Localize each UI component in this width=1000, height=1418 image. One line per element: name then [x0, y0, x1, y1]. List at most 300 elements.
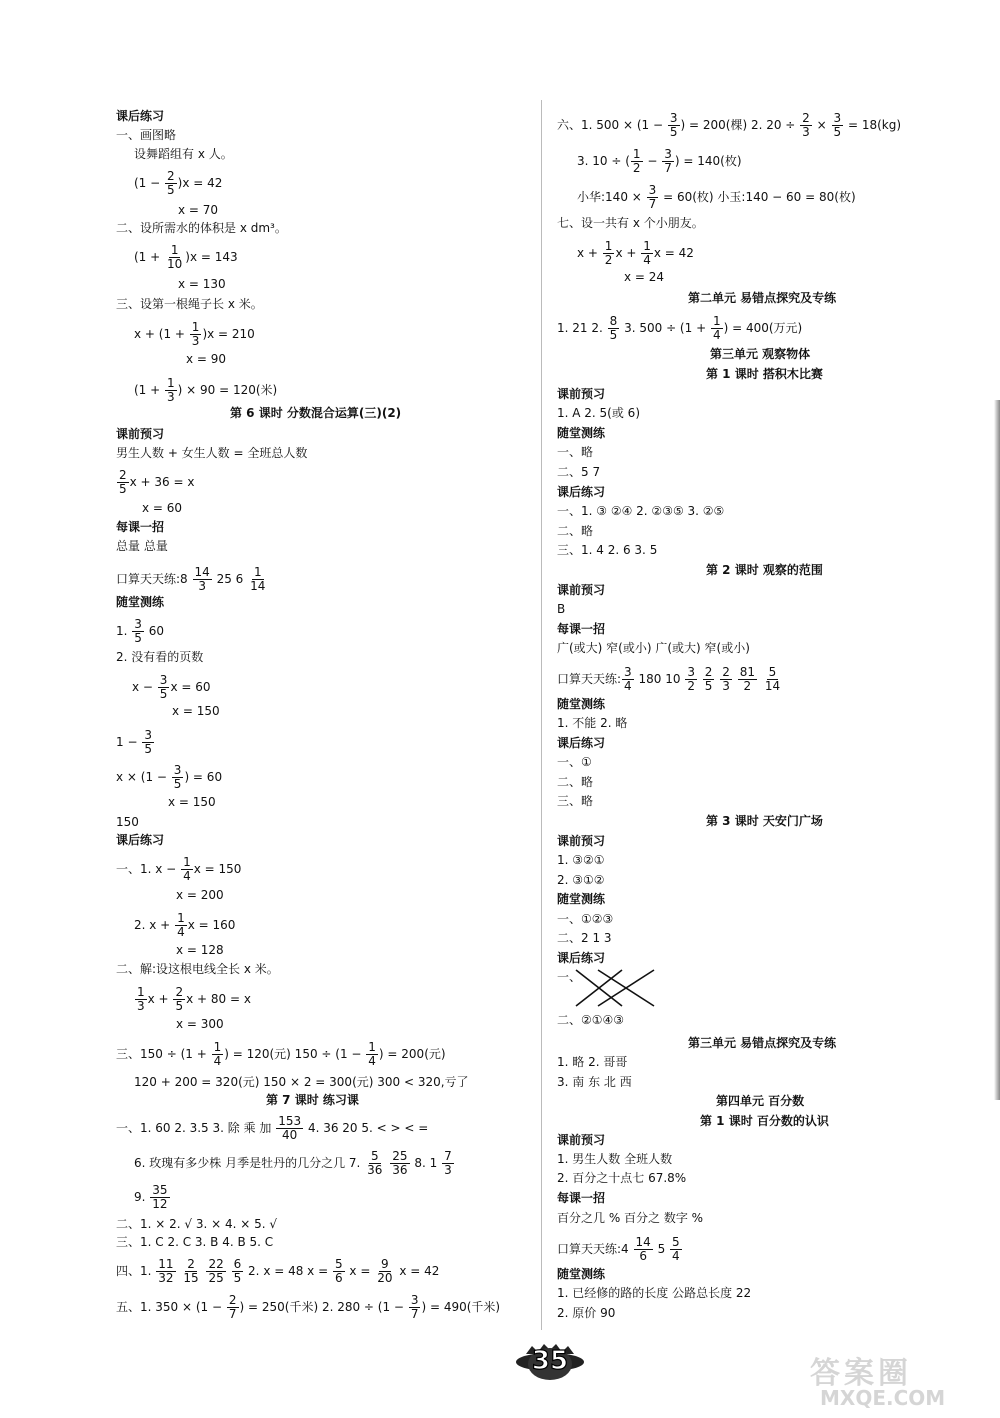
fraction-numerator: 81	[739, 665, 755, 679]
answer-line: 1. 男生人数 全班人数	[557, 1152, 673, 1166]
equation-text: ) = 60	[184, 770, 223, 784]
fraction	[634, 1236, 653, 1263]
fraction-numerator: 8	[609, 314, 618, 328]
section-heading: 课前预习	[557, 387, 606, 401]
answer-line: x = 60	[142, 501, 183, 515]
fraction-denominator: 5	[704, 679, 713, 693]
equation	[577, 240, 694, 267]
fraction-denominator: 10	[167, 257, 183, 271]
fraction	[156, 1258, 175, 1285]
equation-text: 180 10	[634, 672, 685, 686]
fraction-numerator: 3	[134, 617, 142, 631]
answer-line: 二、②①④③	[557, 1013, 625, 1027]
equation	[116, 1115, 428, 1142]
fraction-numerator: 3	[144, 728, 152, 742]
fraction-numerator: 1	[643, 239, 651, 253]
fraction-denominator: 7	[410, 1307, 419, 1321]
section-heading: 随堂测练	[557, 1267, 606, 1281]
fraction	[685, 666, 697, 693]
fraction-denominator: 5	[175, 999, 184, 1013]
equation-text: 口算天天练:4	[557, 1242, 633, 1256]
fraction	[333, 1258, 345, 1285]
equation-text: ) = 140(枚)	[674, 154, 742, 168]
fraction-numerator: 3	[648, 183, 657, 197]
fraction-denominator: 15	[183, 1271, 199, 1285]
equation-text: 口算天天练:	[557, 672, 622, 686]
answer-line: 一、	[557, 970, 582, 984]
fraction-numerator: 1	[170, 243, 179, 257]
fraction-denominator: 5	[833, 125, 842, 139]
fraction-denominator: 4	[672, 1249, 680, 1263]
equation-text	[227, 1264, 231, 1278]
section-heading: 随堂测练	[116, 595, 165, 609]
equation-text: (1 −	[134, 176, 164, 190]
equation	[134, 986, 251, 1013]
fraction-numerator: 1	[191, 320, 200, 334]
equation-text: x +	[577, 246, 602, 260]
section-heading: 随堂测练	[557, 697, 606, 711]
fraction	[365, 1150, 384, 1177]
equation-text	[733, 672, 737, 686]
equation-text: ) = 250(千米) 2. 280 ÷ (1 −	[239, 1300, 408, 1314]
equation	[116, 469, 194, 496]
fraction	[763, 666, 782, 693]
fraction	[647, 184, 659, 211]
section-heading: 每课一招	[557, 1191, 606, 1205]
fraction-denominator: 40	[282, 1128, 298, 1142]
equation-text	[202, 1264, 206, 1278]
fraction	[603, 240, 615, 267]
answer-line: 二、设所需水的体积是 x dm³。	[116, 221, 287, 235]
answer-line: 1. 已经修的路的长度 公路总长度 22	[557, 1286, 752, 1300]
fraction-denominator: 3	[167, 390, 175, 404]
answer-line: x = 128	[176, 943, 224, 957]
fraction-numerator: 1	[712, 314, 721, 328]
answer-line: 一、略	[557, 445, 594, 459]
fraction-denominator: 25	[208, 1271, 224, 1285]
fraction	[622, 666, 634, 693]
equation-text: 1 −	[116, 735, 142, 749]
section-heading: 课后练习	[557, 736, 606, 750]
answer-line: 二、1. × 2. √ 3. × 4. × 5. √	[116, 1217, 278, 1231]
fraction-numerator: 3	[410, 1293, 419, 1307]
answer-line: x = 150	[168, 795, 216, 809]
column-divider	[541, 100, 542, 1330]
lesson-title: 第 6 课时 分数混合运算(三)(2)	[230, 406, 402, 420]
equation-text: 口算天天练:8	[116, 572, 192, 586]
fraction	[142, 729, 154, 756]
equation	[134, 1184, 171, 1211]
equation-text: 25 6	[212, 572, 248, 586]
section-heading: 课后练习	[557, 485, 606, 499]
equation-text: (1 +	[134, 250, 164, 264]
equation	[557, 666, 783, 693]
fraction	[190, 321, 202, 348]
equation-text: )x = 210	[202, 327, 255, 341]
unit-title: 第三单元 易错点探究及专练	[688, 1036, 837, 1050]
answer-line: 一、①	[557, 755, 592, 769]
equation-text	[758, 672, 762, 686]
fraction-denominator: 4	[183, 869, 191, 883]
section-heading: 随堂测练	[557, 892, 606, 906]
answer-line: 三、1. 4 2. 6 3. 5	[557, 543, 658, 557]
fraction-numerator: 35	[152, 1183, 168, 1197]
fraction-numerator: 5	[370, 1149, 379, 1163]
fraction	[232, 1258, 244, 1285]
equation-text: x = 160	[187, 918, 236, 932]
equation-text: ) = 200(棵) 2. 20 ÷	[680, 118, 800, 132]
fraction-numerator: 1	[167, 376, 175, 390]
fraction	[631, 148, 643, 175]
fraction-denominator: 6	[334, 1271, 343, 1285]
fraction-denominator: 14	[764, 679, 781, 693]
equation-text: 60	[144, 624, 164, 638]
fraction-denominator: 36	[367, 1163, 383, 1177]
equation-text: 三、150 ÷ (1 +	[116, 1047, 211, 1061]
fraction-denominator: 2	[743, 679, 752, 693]
equation	[132, 674, 211, 701]
fraction-numerator: 6	[233, 1257, 242, 1271]
answer-line: 广(或大) 窄(或小) 广(或大) 窄(或小)	[557, 641, 750, 655]
equation	[134, 321, 255, 348]
equation	[134, 912, 235, 939]
equation	[577, 148, 742, 175]
fraction-numerator: 3	[624, 665, 632, 679]
equation-text: 一、1. x −	[116, 862, 181, 876]
answer-line: 120 + 200 = 320(元) 150 × 2 = 300(元) 300 < 320,亏了	[134, 1075, 469, 1089]
fraction-denominator: 5	[669, 125, 678, 139]
equation-text	[715, 672, 719, 686]
section-heading: 课前预习	[557, 834, 606, 848]
fraction-numerator: 11	[158, 1257, 174, 1271]
answer-line: 三、设第一根绳子长 x 米。	[116, 297, 263, 311]
fraction-denominator: 4	[368, 1054, 376, 1068]
fraction-numerator: 2	[704, 665, 713, 679]
equation-text: = 60(枚) 小玉:140 − 60 = 80(枚)	[659, 190, 856, 204]
fraction	[248, 566, 267, 593]
answer-line: x = 300	[176, 1017, 224, 1031]
fraction-numerator: 25	[392, 1149, 408, 1163]
matching-lines-diagram	[568, 966, 668, 1010]
equation-text	[385, 1156, 389, 1170]
fraction-numerator: 1	[137, 985, 145, 999]
lesson-title: 第 1 课时 搭积木比赛	[706, 367, 823, 381]
equation-text: 2. x = 48 x =	[244, 1264, 332, 1278]
fraction-denominator: 4	[177, 925, 185, 939]
answer-line: 男生人数 + 女生人数 = 全班总人数	[116, 446, 308, 460]
fraction-numerator: 2	[119, 468, 127, 482]
fraction-numerator: 9	[381, 1257, 389, 1271]
equation-text: −	[643, 154, 662, 168]
equation-text: ) = 200(元)	[378, 1047, 446, 1061]
fraction-denominator: 12	[152, 1197, 168, 1211]
fraction	[608, 315, 620, 342]
fraction	[711, 315, 723, 342]
equation-text: ×	[812, 118, 831, 132]
fraction-denominator: 5	[159, 687, 168, 701]
equation	[116, 618, 164, 645]
equation	[134, 377, 277, 404]
equation	[116, 1041, 446, 1068]
answer-line: 一、1. ③ ②④ 2. ②③⑤ 3. ②⑤	[557, 504, 725, 518]
fraction	[800, 112, 812, 139]
fraction-denominator: 3	[802, 125, 810, 139]
fraction-numerator: 14	[635, 1235, 651, 1249]
answer-line: 2. ③①②	[557, 873, 605, 887]
equation	[116, 729, 155, 756]
equation-text: 四、1.	[116, 1264, 156, 1278]
equation	[116, 1258, 439, 1285]
fraction-denominator: 14	[250, 579, 266, 593]
fraction-denominator: 5	[134, 631, 142, 645]
fraction-denominator: 3	[722, 679, 730, 693]
answer-line: 七、设一共有 x 个小朋友。	[557, 216, 704, 230]
section-heading: 每课一招	[557, 622, 606, 636]
answer-line: 一、①②③	[557, 912, 614, 926]
fraction	[165, 244, 184, 271]
section-heading: 课后练习	[116, 833, 165, 847]
fraction-denominator: 5	[119, 482, 127, 496]
unit-title: 第二单元 易错点探究及专练	[688, 291, 837, 305]
equation-text: x = 150	[193, 862, 242, 876]
fraction-numerator: 2	[175, 985, 184, 999]
equation-text: 8. 1	[410, 1156, 442, 1170]
fraction	[172, 764, 184, 791]
answer-line: 150	[116, 815, 139, 829]
fraction-numerator: 3	[669, 111, 678, 125]
fraction-numerator: 153	[278, 1114, 302, 1128]
equation	[116, 566, 268, 593]
fraction-numerator: 2	[722, 665, 730, 679]
fraction	[181, 856, 193, 883]
answer-line: x = 150	[172, 704, 220, 718]
fraction-numerator: 2	[228, 1293, 237, 1307]
answer-line: B	[557, 602, 566, 616]
answer-line: x = 24	[624, 270, 665, 284]
fraction-denominator: 4	[643, 253, 651, 267]
equation-text: ) = 120(元) 150 ÷ (1 −	[224, 1047, 366, 1061]
equation-text: )x = 42	[177, 176, 223, 190]
fraction-denominator: 4	[712, 328, 721, 342]
fraction	[212, 1041, 224, 1068]
answer-line: 一、画图略	[116, 128, 177, 142]
answer-line: 1. 不能 2. 略	[557, 716, 628, 730]
answer-line: x = 90	[186, 352, 227, 366]
equation-text: )x = 143	[185, 250, 238, 264]
fraction	[409, 1294, 421, 1321]
fraction-numerator: 2	[187, 1257, 195, 1271]
equation-text: 5	[653, 1242, 670, 1256]
section-heading: 课前预习	[116, 427, 165, 441]
fraction-denominator: 7	[664, 161, 672, 175]
fraction-denominator: 6	[639, 1249, 647, 1263]
section-heading: 课前预习	[557, 583, 606, 597]
equation-text: 1. 21 2.	[557, 321, 607, 335]
fraction-denominator: 2	[604, 253, 613, 267]
fraction	[832, 112, 844, 139]
fraction	[132, 618, 144, 645]
section-heading: 随堂测练	[557, 426, 606, 440]
answer-line: 2. 没有看的页数	[116, 650, 204, 664]
fraction	[165, 377, 177, 404]
fraction-denominator: 5	[173, 777, 182, 791]
fraction-denominator: 36	[392, 1163, 408, 1177]
equation	[116, 856, 241, 883]
answer-line: 2. 原价 90	[557, 1306, 616, 1320]
equation	[134, 244, 238, 271]
fraction-denominator: 20	[377, 1271, 393, 1285]
lesson-title: 第 3 课时 天安门广场	[706, 814, 823, 828]
fraction	[720, 666, 732, 693]
fraction-denominator: 7	[228, 1307, 237, 1321]
answer-line: 1. 略 2. 哥哥	[557, 1055, 628, 1069]
fraction	[662, 148, 674, 175]
fraction-denominator: 2	[632, 161, 641, 175]
fraction-denominator: 3	[198, 579, 206, 593]
equation	[557, 112, 901, 139]
fraction-numerator: 1	[213, 1040, 222, 1054]
fraction	[442, 1150, 454, 1177]
section-heading: 课后练习	[116, 109, 165, 123]
fraction-numerator: 3	[687, 665, 695, 679]
answer-line: 1. ③②①	[557, 853, 605, 867]
fraction-denominator: 2	[687, 679, 695, 693]
fraction	[173, 986, 185, 1013]
answer-line: 总量 总量	[116, 539, 168, 553]
equation-text: 六、1. 500 × (1 −	[557, 118, 667, 132]
equation	[557, 315, 802, 342]
lesson-title: 第 1 课时 百分数的认识	[700, 1114, 829, 1128]
answer-line: 二、略	[557, 524, 594, 538]
fraction	[668, 112, 680, 139]
equation-text: x × (1 −	[116, 770, 171, 784]
fraction	[150, 1184, 169, 1211]
equation-text: x + 80 = x	[186, 992, 251, 1006]
equation	[577, 184, 856, 211]
page-number-text: 35	[531, 1346, 569, 1376]
fraction	[366, 1041, 378, 1068]
section-heading: 每课一招	[116, 520, 165, 534]
fraction-denominator: 5	[144, 742, 152, 756]
fraction-numerator: 3	[664, 147, 672, 161]
equation-text: = 18(kg)	[844, 118, 902, 132]
answer-line: 3. 南 东 北 西	[557, 1075, 632, 1089]
fraction-denominator: 3	[444, 1163, 452, 1177]
fraction-numerator: 5	[334, 1257, 343, 1271]
equation-text: 2. x +	[134, 918, 175, 932]
fraction	[135, 986, 147, 1013]
equation-text: x =	[345, 1264, 375, 1278]
fraction-numerator: 2	[802, 111, 810, 125]
fraction	[206, 1258, 225, 1285]
equation-text: 小华:140 ×	[577, 190, 646, 204]
fraction	[375, 1258, 394, 1285]
equation-text: 4. 36 20 5. < > < =	[304, 1121, 429, 1135]
equation-text: x = 60	[170, 680, 211, 694]
equation-text: x +	[615, 246, 641, 260]
fraction-denominator: 5	[167, 183, 175, 197]
fraction-numerator: 2	[167, 169, 175, 183]
equation-text: x + 36 = x	[129, 475, 195, 489]
fraction	[670, 1236, 682, 1263]
lesson-title: 第 7 课时 练习课	[266, 1093, 359, 1107]
fraction-numerator: 3	[833, 111, 842, 125]
equation	[116, 764, 222, 791]
fraction-numerator: 1	[604, 239, 613, 253]
fraction-numerator: 3	[159, 673, 168, 687]
answer-line: x = 200	[176, 888, 224, 902]
fraction-denominator: 3	[191, 334, 200, 348]
fraction-numerator: 5	[672, 1235, 680, 1249]
equation-text: ) = 490(千米)	[421, 1300, 501, 1314]
equation-text: 3. 10 ÷ (	[577, 154, 630, 168]
equation-text: x = 42	[653, 246, 694, 260]
equation-text: ) = 400(万元)	[723, 321, 803, 335]
fraction-numerator: 5	[768, 665, 777, 679]
equation-text: 五、1. 350 × (1 −	[116, 1300, 226, 1314]
fraction-numerator: 1	[253, 565, 262, 579]
equation-text: x +	[147, 992, 173, 1006]
unit-title: 第四单元 百分数	[716, 1094, 805, 1108]
answer-line: 三、1. C 2. C 3. B 4. B 5. C	[116, 1235, 274, 1249]
watermark	[800, 1348, 990, 1408]
fraction	[175, 912, 187, 939]
answer-line: 设舞蹈组有 x 人。	[134, 147, 233, 161]
answer-line: x = 130	[178, 277, 226, 291]
fraction-numerator: 3	[173, 763, 182, 777]
fraction-denominator: 3	[137, 999, 145, 1013]
answer-line: 二、2 1 3	[557, 931, 612, 945]
section-heading: 课后练习	[557, 951, 606, 965]
equation-text: 1.	[116, 624, 132, 638]
fraction-denominator: 5	[233, 1271, 242, 1285]
equation-text: 6. 玫瑰有多少株 月季是牡丹的几分之几 7.	[134, 1156, 365, 1170]
equation-text: 一、1. 60 2. 3.5 3. 除 乘 加	[116, 1121, 276, 1135]
fraction-denominator: 5	[609, 328, 618, 342]
fraction	[158, 674, 170, 701]
equation-text: x + (1 +	[134, 327, 189, 341]
equation-text: x −	[132, 680, 157, 694]
fraction	[193, 566, 212, 593]
equation-text: (1 +	[134, 383, 164, 397]
page-edge	[994, 400, 1000, 1100]
equation	[116, 1294, 500, 1321]
fraction	[641, 240, 653, 267]
fraction-numerator: 14	[194, 565, 210, 579]
answer-line: 二、解:设这根电线全长 x 米。	[116, 962, 279, 976]
fraction	[117, 469, 129, 496]
equation-text: 3. 500 ÷ (1 +	[620, 321, 710, 335]
page-number	[514, 1340, 586, 1382]
fraction-denominator: 32	[158, 1271, 174, 1285]
equation-text	[177, 1264, 181, 1278]
fraction-numerator: 1	[177, 911, 185, 925]
answer-line: 二、略	[557, 775, 594, 789]
fraction	[738, 666, 757, 693]
fraction	[276, 1115, 303, 1142]
answer-line: 二、5 7	[557, 465, 601, 479]
answer-line: x = 70	[178, 203, 219, 217]
answer-line: 百分之几 % 百分之 数字 %	[557, 1211, 704, 1225]
equation	[134, 1150, 455, 1177]
fraction	[165, 170, 177, 197]
section-heading: 课前预习	[557, 1133, 606, 1147]
fraction-numerator: 1	[368, 1040, 376, 1054]
fraction-numerator: 1	[632, 147, 641, 161]
answer-line: 三、略	[557, 794, 594, 808]
fraction	[181, 1258, 200, 1285]
equation-text	[698, 672, 702, 686]
